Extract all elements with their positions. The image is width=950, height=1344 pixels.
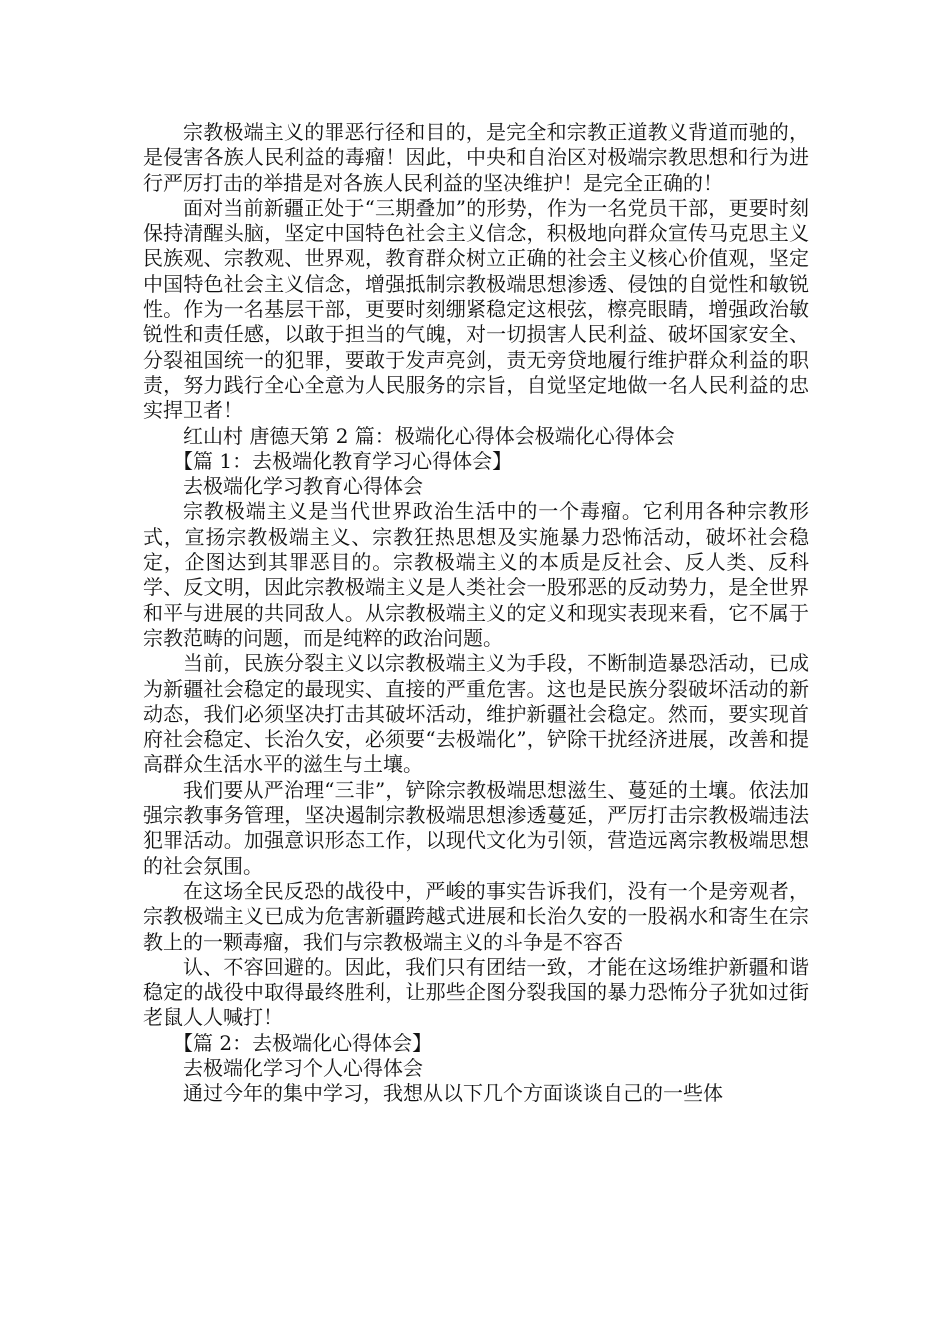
body-paragraph: 认、不容回避的。因此，我们只有团结一致，才能在这场维护新疆和谐稳定的战役中取得最终胜利，让那些企图分裂我国的暴力恐怖分子犹如过街老鼠人人喊打！ [143,954,809,1030]
subsection-title: 去极端化学习个人心得体会 [183,1055,423,1080]
section-title-line: 红山村 唐德天第 2 篇：极端化心得体会极端化心得体会 [183,423,675,448]
body-paragraph: 面对当前新疆正处于“三期叠加”的形势，作为一名党员干部，更要时刻保持清醒头脑，坚定中国特色社会主义信念，积极地向群众宣传马克思主义民族观、宗教观、世界观，教育群众树立正确的社会主义核心价值观，坚定中国特色社会主义信念，增强抵制宗教极端思想渗透、侵蚀的自觉性和敏锐性。作为一名基层干部，更要时刻绷紧稳定这根弦，檫亮眼睛，增强政治敏锐性和责任感，以敢于担当的气魄，对一切损害人民利益、破坏国家安全、分裂祖国统一的犯罪，要敢于发声亮剑，责无旁贷地履行维护群众利益的职责，努力践行全心全意为人民服务的宗旨，自觉坚定地做一名人民利益的忠实捍卫者！ [143,195,809,423]
body-paragraph: 我们要从严治理“三非”，铲除宗教极端思想滋生、蔓延的土壤。依法加强宗教事务管理，坚决遏制宗教极端思想渗透蔓延，严厉打击宗教极端违法犯罪活动。加强意识形态工作，以现代文化为引领，营造远离宗教极端思想的社会氛围。 [143,777,809,878]
section-heading: 【篇 2：去极端化心得体会】 [173,1030,433,1055]
body-paragraph: 宗教极端主义是当代世界政治生活中的一个毒瘤。它利用各种宗教形式，宣扬宗教极端主义、宗教狂热思想及实施暴力恐怖活动，破坏社会稳定，企图达到其罪恶目的。宗教极端主义的本质是反社会、反人类、反科学、反文明，因此宗教极端主义是人类社会一股邪恶的反动势力，是全世界和平与进展的共同敌人。从宗教极端主义的定义和现实表现来看，它不属于宗教范畴的问题，而是纯粹的政治问题。 [143,499,809,650]
body-paragraph: 当前，民族分裂主义以宗教极端主义为手段，不断制造暴恐活动，已成为新疆社会稳定的最现实、直接的严重危害。这也是民族分裂破坏活动的新动态，我们必须坚决打击其破坏活动，维护新疆社会稳定。然而，要实现首府社会稳定、长治久安，必须要“去极端化”，铲除干扰经济进展，改善和提高群众生活水平的滋生与土壤。 [143,651,809,777]
section-heading: 【篇 1：去极端化教育学习心得体会】 [173,448,513,473]
body-paragraph: 宗教极端主义的罪恶行径和目的，是完全和宗教正道教义背道而驰的，是侵害各族人民利益的毒瘤！因此，中央和自治区对极端宗教思想和行为进行严厉打击的举措是对各族人民利益的坚决维护！是完全正确的！ [143,120,809,195]
body-paragraph: 通过今年的集中学习，我想从以下几个方面谈谈自己的一些体 [183,1081,723,1106]
document-page [143,120,809,1107]
body-paragraph: 在这场全民反恐的战役中，严峻的事实告诉我们，没有一个是旁观者，宗教极端主义已成为危害新疆跨越式进展和长治久安的一股祸水和寄生在宗教上的一颗毒瘤，我们与宗教极端主义的斗争是不容否 [143,878,809,954]
subsection-title: 去极端化学习教育心得体会 [183,474,423,499]
